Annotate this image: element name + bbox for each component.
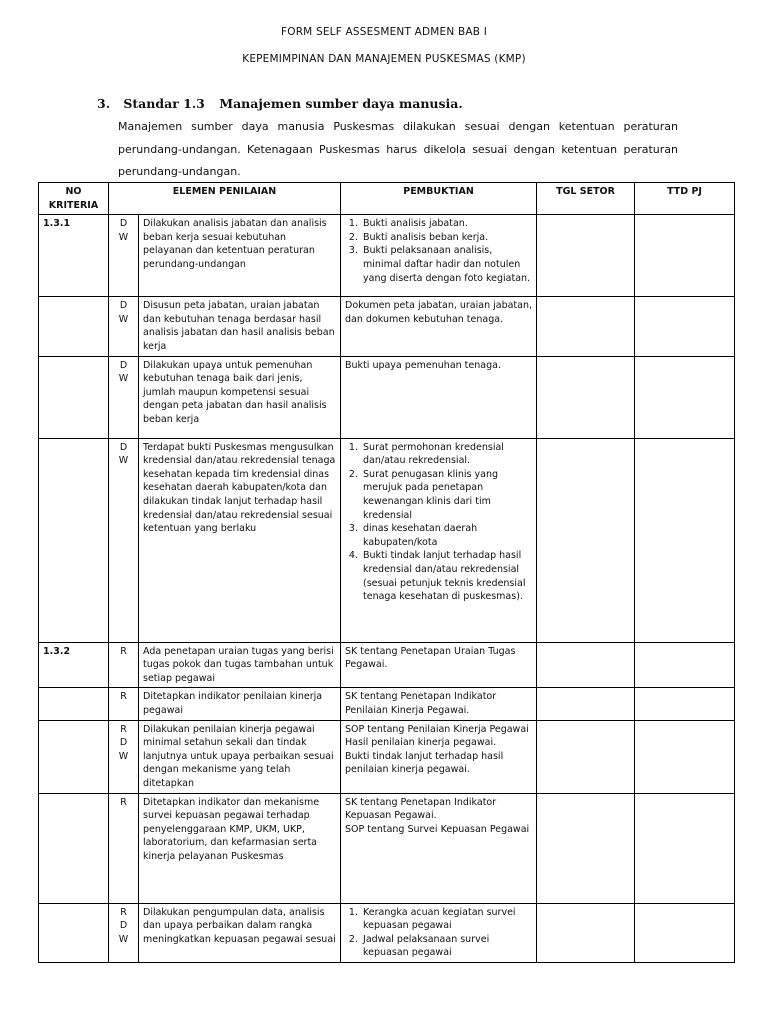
header-pembuktian: PEMBUKTIAN bbox=[341, 183, 537, 215]
elemen-penilaian-cell: Dilakukan upaya untuk pemenuhan kebutuhan tenaga baik dari jenis, jumlah maupun kompetensi sesuai dengan peta jabatan dan hasil analisis beban kerja bbox=[139, 356, 341, 438]
bukti-item: 2. Bukti analisis beban kerja. bbox=[361, 231, 532, 245]
elemen-penilaian-cell: Ditetapkan indikator dan mekanisme survei kepuasan pegawai terhadap penyelenggaraan KMP, UKM, UKP, laboratorium, dan kefarmasian serta kinerja pelayanan Puskesmas bbox=[139, 793, 341, 903]
document-type-code: D W bbox=[109, 297, 139, 356]
form-subtitle: KEPEMIMPINAN DAN MANAJEMEN PUSKESMAS (KMP) bbox=[242, 53, 526, 65]
bukti-item: 1. Surat permohonan kredensial dan/atau rekredensial. bbox=[361, 441, 532, 468]
standard-heading bbox=[97, 96, 463, 111]
pembuktian-cell: SK tentang Penetapan Indikator Penilaian Kinerja Pegawai. bbox=[341, 688, 537, 720]
tgl-setor-cell[interactable] bbox=[537, 438, 635, 642]
document-type-code: R bbox=[109, 688, 139, 720]
tgl-setor-cell[interactable] bbox=[537, 793, 635, 903]
kriteria-number bbox=[39, 297, 109, 356]
tgl-setor-cell[interactable] bbox=[537, 688, 635, 720]
tgl-setor-cell[interactable] bbox=[537, 356, 635, 438]
document-type-code: R bbox=[109, 642, 139, 688]
elemen-penilaian-cell: Ditetapkan indikator penilaian kinerja pegawai bbox=[139, 688, 341, 720]
bukti-item: 3. Bukti pelaksanaan analisis, minimal daftar hadir dan notulen yang diserta dengan foto kegiatan. bbox=[361, 244, 532, 285]
ttd-pj-cell[interactable] bbox=[635, 438, 735, 642]
tgl-setor-cell[interactable] bbox=[537, 642, 635, 688]
document-type-code: R D W bbox=[109, 720, 139, 793]
bukti-item: 2. Surat penugasan klinis yang merujuk pada penetapan kewenangan klinis dari tim kredensial bbox=[361, 468, 532, 522]
elemen-penilaian-cell: Disusun peta jabatan, uraian jabatan dan kebutuhan tenaga berdasar hasil analisis jabatan dan hasil analisis beban kerja bbox=[139, 297, 341, 356]
kriteria-number bbox=[39, 793, 109, 903]
pembuktian-cell bbox=[341, 438, 537, 642]
header-elemen-penilaian: ELEMEN PENILAIAN bbox=[109, 183, 341, 215]
elemen-penilaian-cell: Dilakukan penilaian kinerja pegawai minimal setahun sekali dan tindak lanjutnya untuk upaya perbaikan sesuai dengan mekanisme yang telah ditetapkan bbox=[139, 720, 341, 793]
standard-code: Standar 1.3 bbox=[123, 96, 205, 111]
standard-name: Manajemen sumber daya manusia. bbox=[219, 96, 463, 111]
document-type-code: D W bbox=[109, 356, 139, 438]
kriteria-number bbox=[39, 356, 109, 438]
bukti-item: 4. Bukti tindak lanjut terhadap hasil kredensial dan/atau rekredensial (sesuai petunjuk teknis kredensial tenaga kesehatan di puskesmas). bbox=[361, 549, 532, 603]
elemen-penilaian-cell: Terdapat bukti Puskesmas mengusulkan kredensial dan/atau rekredensial tenaga kesehatan kepada tim kredensial dinas kesehatan daerah kabupaten/kota dan dilakukan tindak lanjut terhadap hasil kredensial dan/atau rekredensial sesuai ketentuan yang berlaku bbox=[139, 438, 341, 642]
ttd-pj-cell[interactable] bbox=[635, 642, 735, 688]
tgl-setor-cell[interactable] bbox=[537, 215, 635, 297]
tgl-setor-cell[interactable] bbox=[537, 903, 635, 962]
ttd-pj-cell[interactable] bbox=[635, 903, 735, 962]
kriteria-number bbox=[39, 438, 109, 642]
table-row bbox=[39, 720, 735, 793]
document-type-code: D W bbox=[109, 215, 139, 297]
pembuktian-cell: SK tentang Penetapan Indikator Kepuasan Pegawai. SOP tentang Survei Kepuasan Pegawai bbox=[341, 793, 537, 903]
kriteria-number bbox=[39, 720, 109, 793]
header-tgl-setor: TGL SETOR bbox=[537, 183, 635, 215]
ttd-pj-cell[interactable] bbox=[635, 356, 735, 438]
table-header-row bbox=[39, 183, 735, 215]
table-row bbox=[39, 215, 735, 297]
pembuktian-cell bbox=[341, 903, 537, 962]
tgl-setor-cell[interactable] bbox=[537, 297, 635, 356]
table-row bbox=[39, 688, 735, 720]
document-type-code: R bbox=[109, 793, 139, 903]
table-row bbox=[39, 642, 735, 688]
elemen-penilaian-cell: Dilakukan analisis jabatan dan analisis beban kerja sesuai kebutuhan pelayanan dan ketentuan peraturan perundang-undangan bbox=[139, 215, 341, 297]
bukti-item: 1. Kerangka acuan kegiatan survei kepuasan pegawai bbox=[361, 906, 532, 933]
table-row bbox=[39, 356, 735, 438]
table-row bbox=[39, 297, 735, 356]
document-type-code: R D W bbox=[109, 903, 139, 962]
elemen-penilaian-cell: Dilakukan pengumpulan data, analisis dan upaya perbaikan dalam rangka meningkatkan kepuasan pegawai sesuai bbox=[139, 903, 341, 962]
table-row bbox=[39, 793, 735, 903]
pembuktian-cell: Bukti upaya pemenuhan tenaga. bbox=[341, 356, 537, 438]
kriteria-number: 1.3.2 bbox=[39, 642, 109, 688]
header-no-kriteria: NO KRITERIA bbox=[39, 183, 109, 215]
standard-number: 3. bbox=[97, 96, 111, 111]
pembuktian-cell: Dokumen peta jabatan, uraian jabatan, dan dokumen kebutuhan tenaga. bbox=[341, 297, 537, 356]
standard-description: Manajemen sumber daya manusia Puskesmas dilakukan sesuai dengan ketentuan peraturan perundang-undangan. Ketenagaan Puskesmas harus dikelola sesuai dengan ketentuan peraturan perundang-undangan. bbox=[118, 120, 678, 178]
ttd-pj-cell[interactable] bbox=[635, 720, 735, 793]
bukti-item: 3. dinas kesehatan daerah kabupaten/kota bbox=[361, 522, 532, 549]
ttd-pj-cell[interactable] bbox=[635, 297, 735, 356]
form-title: FORM SELF ASSESMENT ADMEN BAB I bbox=[280, 26, 487, 38]
kriteria-number: 1.3.1 bbox=[39, 215, 109, 297]
ttd-pj-cell[interactable] bbox=[635, 688, 735, 720]
pembuktian-cell: SK tentang Penetapan Uraian Tugas Pegawai. bbox=[341, 642, 537, 688]
kriteria-number bbox=[39, 903, 109, 962]
tgl-setor-cell[interactable] bbox=[537, 720, 635, 793]
bukti-item: 1. Bukti analisis jabatan. bbox=[361, 217, 532, 231]
table-row bbox=[39, 903, 735, 962]
kriteria-number bbox=[39, 688, 109, 720]
elemen-penilaian-cell: Ada penetapan uraian tugas yang berisi tugas pokok dan tugas tambahan untuk setiap pegawai bbox=[139, 642, 341, 688]
assessment-table bbox=[38, 182, 735, 963]
ttd-pj-cell[interactable] bbox=[635, 793, 735, 903]
bukti-item: 2. Jadwal pelaksanaan survei kepuasan pegawai bbox=[361, 933, 532, 960]
document-type-code: D W bbox=[109, 438, 139, 642]
header-ttd-pj: TTD PJ bbox=[635, 183, 735, 215]
table-row bbox=[39, 438, 735, 642]
ttd-pj-cell[interactable] bbox=[635, 215, 735, 297]
pembuktian-cell bbox=[341, 215, 537, 297]
pembuktian-cell: SOP tentang Penilaian Kinerja Pegawai Hasil penilaian kinerja pegawai. Bukti tindak lanjut terhadap hasil penilaian kinerja pegawai. bbox=[341, 720, 537, 793]
